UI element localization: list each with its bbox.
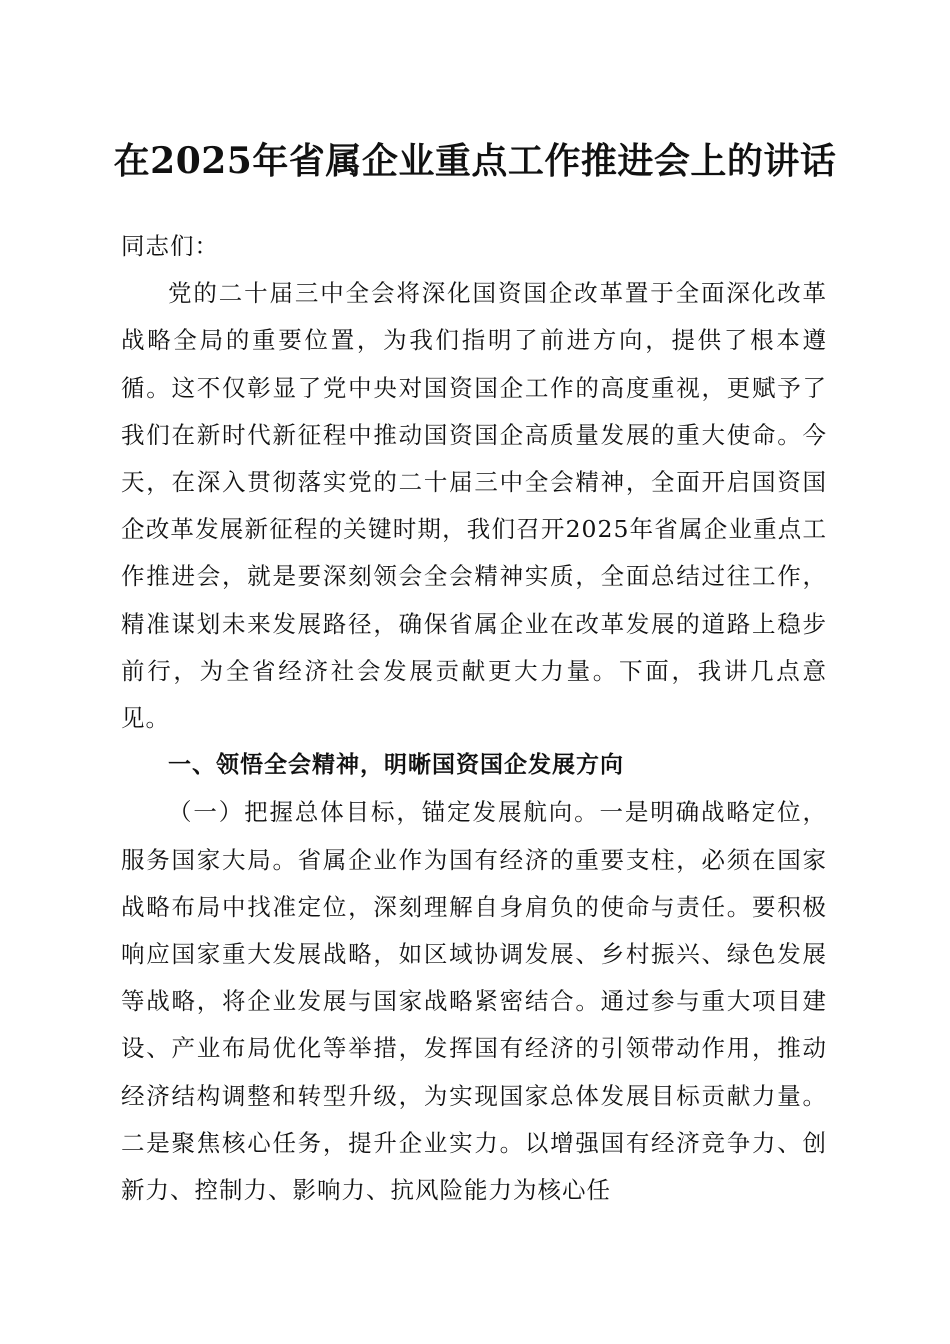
section-heading: 一、领悟全会精神，明晰国资国企发展方向: [168, 752, 624, 779]
document-body: [121, 223, 827, 1214]
paragraph-opening: 党的二十届三中全会将深化国资国企改革置于全面深化改革战略全局的重要位置，为我们指明了前进方向，提供了根本遵循。这不仅彰显了党中央对国资国企工作的高度重视，更赋予了我们在新时代新征程中推动国资国企高质量发展的重大使命。今天，在深入贯彻落实党的二十届三中全会精神，全面开启国资国企改革发展新征程的关键时期，我们召开2025年省属企业重点工作推进会，就是要深刻领会全会精神实质，全面总结过往工作，精准谋划未来发展路径，确保省属企业在改革发展的道路上稳步前行，为全省经济社会发展贡献更大力量。下面，我讲几点意见。: [121, 279, 827, 733]
paragraph-subsection: （一）把握总体目标，锚定发展航向。一是明确战略定位，服务国家大局。省属企业作为国有经济的重要支柱，必须在国家战略布局中找准定位，深刻理解自身肩负的使命与责任。要积极响应国家重大发展战略，如区域协调发展、乡村振兴、绿色发展等战略，将企业发展与国家战略紧密结合。通过参与重大项目建设、产业布局优化等举措，发挥国有经济的引领带动作用，推动经济结构调整和转型升级，为实现国家总体发展目标贡献力量。二是聚焦核心任务，提升企业实力。以增强国有经济竞争力、创新力、控制力、影响力、抗风险能力为核心任: [121, 798, 827, 1205]
document-title: 在2025年省属企业重点工作推进会上的讲话: [113, 140, 837, 182]
salutation: 同志们：: [121, 232, 219, 260]
